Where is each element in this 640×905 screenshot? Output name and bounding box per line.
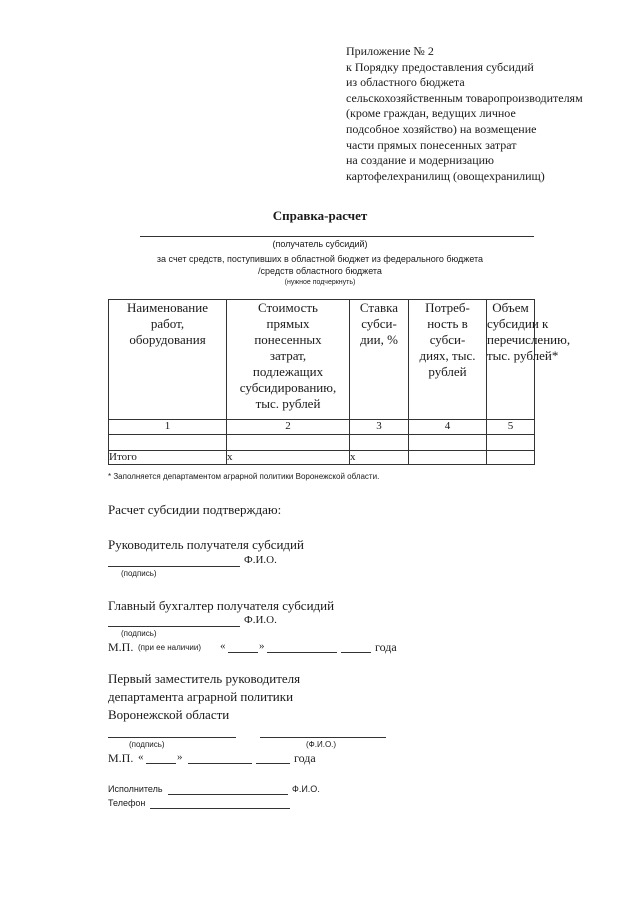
table-header-row [109, 300, 535, 420]
table-cell[interactable] [487, 435, 535, 451]
table-cell[interactable] [109, 435, 227, 451]
table-total-row [109, 451, 535, 465]
recipient-line [140, 236, 534, 237]
header-cell-3: Ставка субси- дии, % [350, 300, 409, 420]
number-cell: 2 [227, 420, 350, 435]
date-day-field[interactable] [228, 652, 258, 653]
head-fio: Ф.И.О. [244, 554, 277, 566]
deputy-year-label: года [294, 751, 316, 765]
appendix-line: картофелехранилищ (овощехранилищ) [346, 168, 545, 183]
accountant-title: Главный бухгалтер получателя субсидий [108, 598, 335, 613]
phone-label: Телефон [108, 798, 146, 808]
appendix-line: из областного бюджета [346, 75, 465, 90]
calculation-table [108, 299, 571, 465]
deputy-mp: М.П. [108, 751, 134, 765]
source-hint: (нужное подчеркнуть) [284, 279, 356, 286]
table-row [109, 435, 535, 451]
number-cell: 5 [487, 420, 535, 435]
executor-field[interactable] [168, 794, 288, 795]
total-cell: x [350, 451, 409, 465]
header-cell-5: Объем субсидии к перечислению, тыс. рублей* [487, 300, 535, 420]
table-cell[interactable] [227, 435, 350, 451]
number-cell: 3 [350, 420, 409, 435]
source-line-1: за счет средств, поступивших в областной бюджет из федерального бюджета [156, 254, 484, 264]
appendix-line: сельскохозяйственным товаропроизводителям [346, 90, 583, 105]
document-title: Справка-расчет [272, 208, 368, 223]
source-line-2: /средств областного бюджета [258, 266, 382, 276]
date-close-quote: » [259, 640, 265, 652]
deputy-line-3: Воронежской области [108, 707, 230, 722]
total-label: Итого [109, 451, 227, 465]
phone-field[interactable] [150, 808, 290, 809]
head-signature-line[interactable] [108, 566, 240, 567]
executor-fio: Ф.И.О. [292, 784, 320, 794]
table-number-row [109, 420, 535, 435]
total-cell[interactable] [487, 451, 535, 465]
total-cell[interactable] [409, 451, 487, 465]
deputy-fio-caption: (Ф.И.О.) [306, 740, 337, 749]
appendix-line: Приложение № 2 [346, 44, 434, 58]
table-cell[interactable] [350, 435, 409, 451]
number-cell: 4 [409, 420, 487, 435]
appendix-block [346, 44, 583, 184]
table-cell[interactable] [409, 435, 487, 451]
header-cell-4: Потреб- ность в субси- диях, тыс. рублей [409, 300, 487, 420]
recipient-caption: (получатель субсидий) [272, 239, 368, 249]
deputy-date-day[interactable] [146, 763, 176, 764]
date-month-field[interactable] [267, 652, 337, 653]
executor-label: Исполнитель [108, 784, 163, 794]
head-sign-caption: (подпись) [121, 569, 157, 578]
deputy-signature-line[interactable] [108, 737, 236, 738]
deputy-line-1: Первый заместитель руководителя [108, 671, 301, 686]
head-title: Руководитель получателя субсидий [108, 537, 304, 552]
deputy-date-close: » [177, 751, 183, 763]
accountant-signature-line[interactable] [108, 626, 240, 627]
deputy-date-month[interactable] [188, 763, 252, 764]
appendix-line: подсобное хозяйство) на возмещение [346, 121, 537, 136]
appendix-line: на создание и модернизацию [346, 153, 495, 168]
date-year-label: года [375, 640, 397, 654]
appendix-line: (кроме граждан, ведущих личное [346, 106, 516, 121]
number-cell: 1 [109, 420, 227, 435]
appendix-line: к Порядку предоставления субсидий [346, 59, 534, 74]
appendix-line: части прямых понесенных затрат [346, 137, 517, 152]
deputy-line-2: департамента аграрной политики [108, 689, 294, 704]
header-cell-1: Наименование работ, оборудования [109, 300, 227, 420]
deputy-fio-line[interactable] [260, 737, 386, 738]
accountant-mp-note: (при ее наличии) [138, 643, 202, 652]
deputy-sign-caption: (подпись) [129, 740, 165, 749]
header-cell-2: Стоимость прямых понесенных затрат, подлежащих субсидированию, тыс. рублей [227, 300, 350, 420]
footnote: * Заполняется департаментом аграрной политики Воронежской области. [108, 472, 380, 481]
deputy-date-year[interactable] [256, 763, 290, 764]
date-open-quote: « [220, 640, 226, 652]
accountant-fio: Ф.И.О. [244, 614, 277, 626]
date-year-field[interactable] [341, 652, 371, 653]
accountant-mp: М.П. [108, 640, 134, 654]
confirm-text: Расчет субсидии подтверждаю: [108, 502, 282, 517]
deputy-date-open: « [138, 751, 144, 763]
total-cell: x [227, 451, 350, 465]
accountant-sign-caption: (подпись) [121, 629, 157, 638]
